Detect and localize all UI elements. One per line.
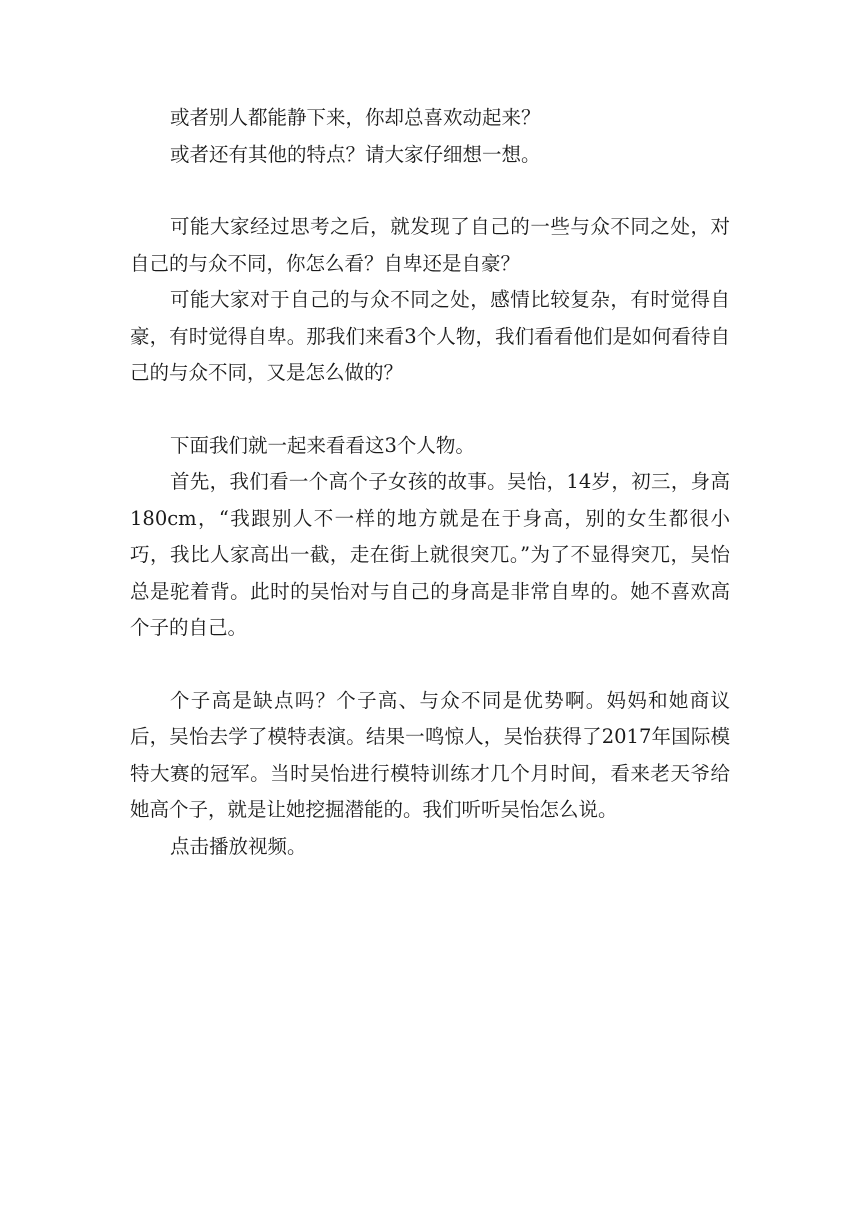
paragraph-gap (130, 173, 730, 209)
paragraph: 或者别人都能静下来，你却总喜欢动起来？ (170, 106, 541, 129)
paragraph: 可能大家对于自己的与众不同之处，感情比较复杂，有时觉得自豪，有时觉得自卑。那我们来看3个人物，我们看看他们是如何看待自己的与众不同，又是怎么做的？ (130, 288, 730, 384)
paragraph: 个子高是缺点吗？个子高、与众不同是优势啊。妈妈和她商议后，吴怡去学了模特表演。结果一鸣惊人，吴怡获得了2017年国际模特大赛的冠军。当时吴怡进行模特训练才几个月时间，看来老天爷给她高个子，就是让她挖掘潜能的。我们听听吴怡怎么说。 (130, 688, 730, 821)
paragraph: 下面我们就一起来看看这3个人物。 (170, 433, 475, 457)
paragraph-gap (130, 392, 730, 428)
paragraph: 首先，我们看一个高个子女孩的故事。吴怡，14岁，初三，身高180cm，“我跟别人不一样的地方就是在于身高，别的女生都很小巧，我比人家高出一截，走在街上就很突兀。”为了不显得突兀，吴怡总是驼着背。此时的吴怡对与自己的身高是非常自卑的。她不喜欢高个子的自己。 (130, 470, 730, 639)
document-page (130, 100, 730, 865)
paragraph: 点击播放视频。 (170, 834, 307, 858)
paragraph-gap (130, 647, 730, 683)
paragraph: 可能大家经过思考之后，就发现了自己的一些与众不同之处，对自己的与众不同，你怎么看？自卑还是自豪？ (130, 215, 730, 275)
paragraph: 或者还有其他的特点？请大家仔细想一想。 (170, 142, 541, 166)
